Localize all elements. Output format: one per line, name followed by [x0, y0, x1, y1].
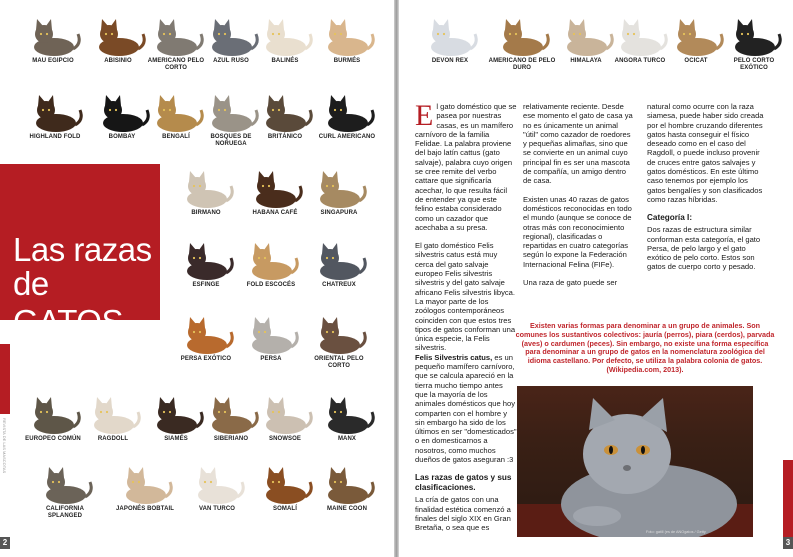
cat-thumbnail	[20, 90, 90, 141]
cat-breed-label: SOMALÍ	[273, 506, 297, 512]
paragraph-text: l gato doméstico que se pasea por nuestras casas, es un mamífero carnívoro de la familia Felidae. La palabra proviene del bajo latín cattus (gato salvaje), palabra cuyo origen se cree remite del verbo cattare que significaría acechar, lo que resulta fácil de entender ya que este felino estaba considerado como un cazador que acechaba a su presa.	[415, 102, 517, 232]
red-note: Existen varias formas para denominar a un grupo de animales. Son comunes los sustantivos colectivos: jauría (perros), piara (cerdos), parvada (aves) o cardumen (peces). Sin embargo, no existe una forma específica para denominar a un grupo de gatos en la nomenclatura zoológica del idioma castellano. Por defecto, se utiliza la palabra colonia de gatos. (Wikipedia.com, 2013).	[515, 321, 775, 374]
cat-photo	[487, 14, 557, 58]
cat-breed-label: SIBERIANO	[213, 436, 249, 442]
cat-breed-label: AZUL RUSO	[213, 58, 249, 64]
cat-thumbnail	[182, 462, 252, 513]
title-line-1: Las razas	[13, 231, 152, 268]
cat-breed-label: BOSQUES DE NORUEGA	[210, 134, 252, 147]
paragraph-text: es un pequeño mamífero carnívoro, que se calcula apareció en la tierra mucho tiempo antes que la mayoría de los animales domésticos que hoy comparten con el hombre y sin embargo ha sido de los últimos en ser "domesticados" o en domesticarnos a nosotros, como muchos dueños de gatos aseguran :3	[415, 352, 517, 464]
cat-breed-label: ABISINIO	[104, 58, 132, 64]
british-shorthair-illustration	[517, 386, 753, 537]
cat-photo	[312, 462, 382, 506]
cat-photo	[20, 90, 90, 134]
cat-thumbnail	[236, 312, 306, 363]
right-side-tab	[783, 460, 793, 538]
cat-thumbnail	[250, 14, 320, 65]
cat-photo	[304, 166, 374, 210]
cat-breed-label: OCICAT	[684, 58, 708, 64]
paragraph: Dos razas de estructura similar conforman esta categoría, el gato Persa, de pelo largo y el gato exótico de pelo corto. Estos son gatos de cuerpo corto y pesado.	[647, 225, 761, 272]
cat-photo	[171, 238, 241, 282]
cat-photo	[250, 462, 320, 506]
cat-thumbnail	[110, 462, 180, 513]
paragraph: El gato doméstico Felis silvestris catus está muy cerca del gato salvaje europeo Felis silvestris silvestris y del gato salvaje africano Felis silvestris libyca. La mayor parte de los zoólogos contemporáneos coinciden con que estos tres tipos de gatos conforman una única especie, la Felis silvestris.	[415, 241, 516, 353]
cat-breed-label: SNOWSOE	[268, 436, 302, 442]
cat-photo	[236, 238, 306, 282]
cat-thumbnail	[719, 14, 789, 72]
cat-thumbnail	[236, 238, 306, 289]
cat-thumbnail	[78, 392, 148, 443]
cat-photo	[18, 14, 88, 58]
paragraph: Existen unas 40 razas de gatos domésticos reconocidas en todo el mundo (aunque se conoce de otras más con reconocimiento regional), clasificadas o repartidas en cuatro categorías según lo expone la Federación Internacional Felina (FIFe).	[523, 194, 632, 269]
cat-breed-label: HIMALAYA	[570, 58, 602, 64]
drop-cap: E	[415, 99, 434, 132]
cat-breed-label: AMERICANO DE PELO DURO	[488, 58, 556, 71]
cat-breed-label: DEVON REX	[431, 58, 469, 64]
cat-thumbnail	[250, 90, 320, 141]
paragraph	[415, 99, 517, 232]
left-side-tab	[0, 344, 10, 414]
cat-breed-label: PERSA	[260, 356, 282, 362]
paragraph: natural como ocurre con la raza siamesa, puede haber sido creada por el hombre cruzando diferentes gatos hasta conseguir el físico deseado como en el caso del Ragdoll, o puede incluso provenir de cruces entre gatos salvajes y gatos domésticos. En este último caso tenemos por ejemplo los gatos bengalíes y son clasificados como razas híbridas.	[647, 102, 764, 204]
cat-photo	[236, 312, 306, 356]
cat-photo	[312, 392, 382, 436]
paragraph	[415, 353, 517, 465]
cat-photo	[415, 14, 485, 58]
cat-breed-label: CURL AMERICANO	[318, 134, 376, 140]
cat-breed-label: MAINE COON	[327, 506, 367, 512]
cat-breed-label: BIRMANO	[191, 210, 221, 216]
paragraph: relativamente reciente. Desde ese momento el gato de casa ya no es únicamente un animal "útil" como cazador de roedores y pequeñas alimañas, sino que se convierte en un animal cuyo principal fin es ser una mascota de compañía, un amigo dentro de casa.	[523, 102, 633, 186]
cat-photo	[250, 14, 320, 58]
cat-photo	[240, 166, 310, 210]
cat-breed-label: BENGALÍ	[162, 134, 190, 140]
cat-photo	[304, 238, 374, 282]
section-heading: Las razas de gatos y sus clasificaciones.	[415, 473, 512, 493]
cat-thumbnail	[312, 392, 382, 443]
cat-breed-label: CHATREUX	[322, 282, 356, 288]
cat-thumbnail	[487, 14, 557, 72]
cat-photo	[30, 462, 100, 506]
cat-thumbnail	[250, 462, 320, 513]
right-page	[399, 0, 793, 557]
cat-thumbnail	[304, 312, 374, 370]
cat-breed-label: ORIENTAL PELO CORTO	[314, 356, 364, 369]
cat-breed-label: AMERICANO PELO CORTO	[147, 58, 205, 71]
cat-photo	[250, 90, 320, 134]
cat-breed-label: ESFINGE	[192, 282, 220, 288]
cat-breed-label: BURMÉS	[333, 58, 361, 64]
cat-thumbnail	[312, 14, 382, 65]
cat-breed-label: ANGORA TURCO	[614, 58, 666, 64]
cat-breed-label: MAU EGIPCIO	[32, 58, 74, 64]
cat-photo	[171, 312, 241, 356]
cat-breed-label: VAN TURCO	[198, 506, 236, 512]
cat-photo	[110, 462, 180, 506]
cat-photo	[182, 462, 252, 506]
cat-thumbnail	[18, 14, 88, 65]
cat-thumbnail	[415, 14, 485, 65]
bold-lead: Felis Silvestris catus,	[415, 352, 493, 362]
cat-breed-label: PELO CORTO EXÓTICO	[733, 58, 775, 71]
grey-cat-photo	[517, 386, 753, 537]
right-page-number: 3	[783, 537, 793, 549]
cat-breed-label: RAGDOLL	[97, 436, 129, 442]
cat-photo	[171, 166, 241, 210]
cat-thumbnail	[171, 312, 241, 363]
left-side-label: REVISTA DE LAS MASCOTAS	[2, 418, 7, 474]
cat-breed-label: FOLD ESCOCÉS	[246, 282, 296, 288]
photo-credit: Foto: gatill (es de ANOgatos / Getty	[646, 530, 706, 534]
cat-thumbnail	[312, 90, 382, 141]
cat-breed-label: EUROPEO COMÚN	[25, 436, 81, 442]
article-column-3	[647, 102, 767, 272]
cat-photo	[719, 14, 789, 58]
cat-breed-label: SINGAPURA	[320, 210, 358, 216]
cat-thumbnail	[171, 238, 241, 289]
title-line-2: de GATOS	[13, 265, 123, 340]
cat-photo	[304, 312, 374, 356]
article-column-2	[523, 102, 633, 287]
cat-photo	[312, 14, 382, 58]
cat-breed-label: CALIFORNIA SPLANGED	[46, 506, 84, 519]
paragraph: La cría de gatos con una finalidad estética comenzó a finales del siglo XIX en Gran Bretaña, o sea que es	[415, 495, 511, 533]
cat-breed-label: BRITÁNICO	[267, 134, 303, 140]
cat-thumbnail	[312, 462, 382, 513]
title-block	[0, 164, 160, 340]
left-page	[0, 0, 394, 557]
section-heading: Categoría I:	[647, 213, 693, 223]
article-column-1	[415, 99, 517, 533]
cat-photo	[250, 392, 320, 436]
cat-breed-label: HABANA CAFÉ	[252, 210, 298, 216]
cat-thumbnail	[240, 166, 310, 217]
left-page-number: 2	[0, 537, 10, 549]
paragraph: Una raza de gato puede ser	[523, 278, 618, 288]
cat-breed-label: PERSA EXÓTICO	[180, 356, 232, 362]
cat-breed-label: MANX	[337, 436, 357, 442]
cat-breed-label: JAPONÉS BOBTAIL	[115, 506, 175, 512]
cat-photo	[78, 392, 148, 436]
cat-thumbnail	[171, 166, 241, 217]
cat-breed-label: BOMBAY	[108, 134, 136, 140]
cat-thumbnail	[250, 392, 320, 443]
cat-breed-label: BALINÉS	[271, 58, 299, 64]
cat-photo	[312, 90, 382, 134]
cat-thumbnail	[304, 238, 374, 289]
cat-thumbnail	[304, 166, 374, 217]
cat-breed-label: SIAMÉS	[164, 436, 188, 442]
cat-breed-label: HIGHLAND FOLD	[29, 134, 81, 140]
cat-thumbnail	[30, 462, 100, 520]
